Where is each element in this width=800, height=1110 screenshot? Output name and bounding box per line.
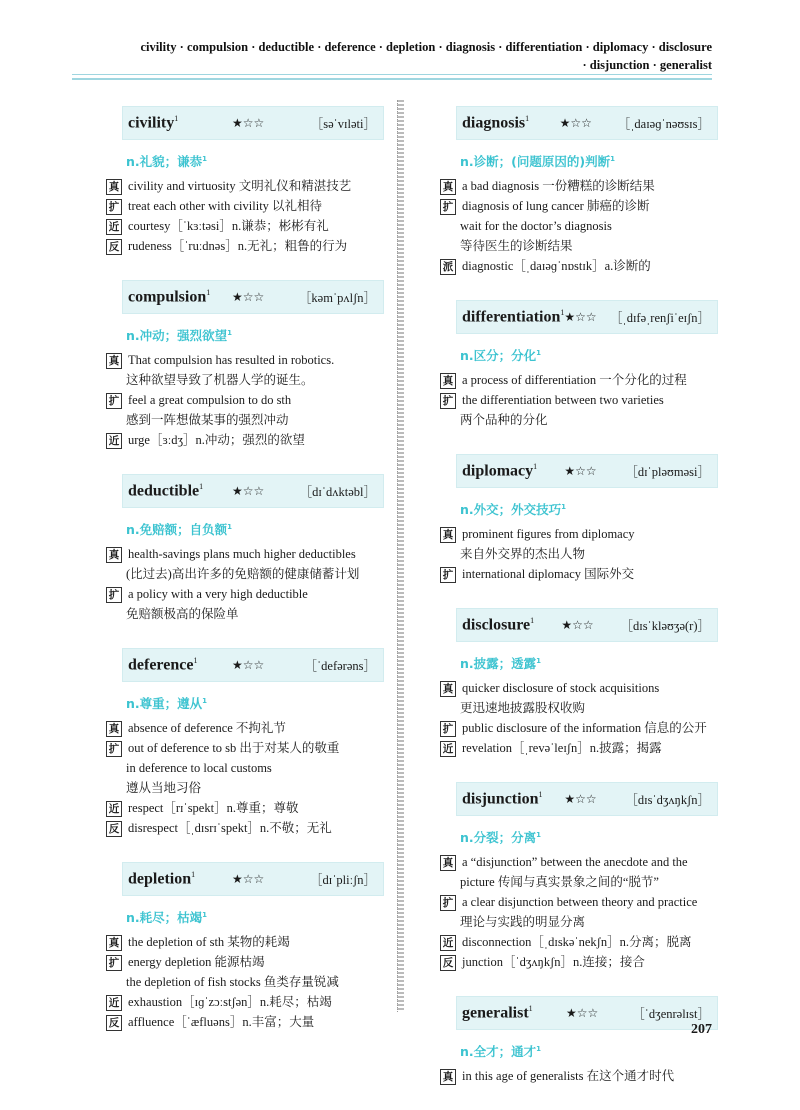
definition-text: n.耗尽；枯竭 — [126, 910, 203, 925]
example-text: a process of differentiation 一个分化的过程 — [462, 373, 687, 387]
label-tag: 真 — [440, 855, 456, 871]
column-divider — [397, 100, 404, 1012]
example-line — [106, 390, 418, 410]
example-text: treat each other with civility 以礼相待 — [128, 199, 323, 213]
label-tag: 近 — [106, 219, 122, 235]
headword-box — [118, 862, 384, 896]
entry-disclosure — [440, 608, 752, 758]
label-tag: 扩 — [440, 393, 456, 409]
example-text: prominent figures from diplomacy — [462, 527, 635, 541]
example-line — [440, 678, 752, 698]
label-tag: 近 — [106, 433, 122, 449]
example-text: exhaustion［ɪɡˈzɔːstʃən］n.耗尽；枯竭 — [128, 995, 332, 1009]
label-tag: 近 — [440, 741, 456, 757]
definition-text: n.外交；外交技巧 — [460, 502, 562, 517]
example-text: out of deference to sb 出于对某人的敬重 — [128, 741, 340, 755]
label-tag: 真 — [440, 1069, 456, 1085]
page-number: 207 — [691, 1022, 712, 1037]
label-tag: 扩 — [106, 955, 122, 971]
headword — [456, 790, 564, 808]
phonetic: ［səˈvɪləti］ — [310, 117, 376, 131]
entry-diagnosis — [440, 106, 752, 276]
frequency-stars: ★☆☆ — [564, 463, 597, 478]
example-text: courtesy［ˈkɜːtəsi］n.谦恭；彬彬有礼 — [128, 219, 329, 233]
example-line — [440, 256, 752, 276]
example-text: quicker disclosure of stock acquisitions — [462, 681, 660, 695]
example-line — [106, 718, 418, 738]
example-text: the depletion of sth 某物的耗竭 — [128, 935, 290, 949]
label-tag: 扩 — [106, 741, 122, 757]
example-text: in deference to local customs — [126, 761, 272, 775]
label-tag: 真 — [440, 179, 456, 195]
definition-sup: 1 — [536, 348, 542, 357]
example-line — [106, 196, 418, 216]
part-of-speech — [460, 1042, 752, 1060]
headword-box — [452, 782, 718, 816]
example-text: 更迅速地披露股权收购 — [460, 701, 586, 715]
label-tag: 真 — [106, 353, 122, 369]
example-text: revelation［ˌrevəˈleɪʃn］n.披露；揭露 — [462, 741, 662, 755]
frequency-stars: ★☆☆ — [232, 289, 265, 304]
headword-box — [118, 648, 384, 682]
example-line — [440, 370, 752, 390]
headword-sup: 1 — [533, 461, 538, 471]
label-tag: 反 — [106, 1015, 122, 1031]
example-line — [106, 972, 418, 992]
label-tag: 真 — [106, 935, 122, 951]
headword-box — [118, 106, 384, 140]
label-tag: 反 — [106, 239, 122, 255]
example-text: the depletion of fish stocks 鱼类存量锐减 — [126, 975, 339, 989]
entry-disjunction — [440, 782, 752, 972]
example-text: rudeness［ˈruːdnəs］n.无礼；粗鲁的行为 — [128, 239, 348, 253]
example-text: in this age of generalists 在这个通才时代 — [462, 1069, 675, 1083]
frequency-stars: ★☆☆ — [232, 871, 265, 886]
example-text: 等待医生的诊断结果 — [460, 239, 573, 253]
example-line — [106, 410, 418, 430]
example-line — [440, 738, 752, 758]
headword-box — [452, 300, 718, 334]
example-line — [106, 430, 418, 450]
example-line — [440, 390, 752, 410]
definition-sup: 1 — [536, 830, 542, 839]
example-text: 遵从当地习俗 — [126, 781, 202, 795]
headword — [122, 114, 232, 132]
headword-text: deference — [128, 656, 194, 674]
entry-deference — [106, 648, 418, 838]
entry-generalist — [440, 996, 752, 1086]
phonetic: ［dɪˈdʌktəbl］ — [299, 485, 376, 499]
example-line — [106, 176, 418, 196]
example-text: wait for the doctor’s diagnosis — [460, 219, 612, 233]
label-tag: 派 — [440, 259, 456, 275]
phonetic: ［ˈdefərəns］ — [304, 659, 376, 673]
example-text: affluence［ˈæfluəns］n.丰富；大量 — [128, 1015, 315, 1029]
headword-sup: 1 — [525, 113, 530, 123]
example-line — [106, 818, 418, 838]
example-line — [106, 604, 418, 624]
example-text: diagnostic［ˌdaɪəɡˈnɒstɪk］a.诊断的 — [462, 259, 651, 273]
definition-text: n.披露；透露 — [460, 656, 537, 671]
part-of-speech — [460, 654, 752, 672]
part-of-speech — [126, 520, 418, 538]
example-line — [106, 216, 418, 236]
definition-sup: 1 — [536, 1044, 542, 1053]
headword-text: differentiation — [462, 308, 561, 326]
label-tag: 扩 — [106, 393, 122, 409]
example-text: 来自外交界的杰出人物 — [460, 547, 586, 561]
label-tag: 扩 — [440, 895, 456, 911]
example-text: (比过去)高出许多的免赔额的健康储蓄计划 — [126, 567, 360, 581]
definition-sup: 1 — [610, 154, 615, 163]
label-tag: 反 — [106, 821, 122, 837]
example-text: energy depletion 能源枯竭 — [128, 955, 265, 969]
example-line — [440, 1066, 752, 1086]
example-text: international diplomacy 国际外交 — [462, 567, 635, 581]
definition-sup: 1 — [227, 522, 233, 531]
example-text: civility and virtuosity 文明礼仪和精湛技艺 — [128, 179, 352, 193]
label-tag: 真 — [106, 547, 122, 563]
example-line — [440, 952, 752, 972]
example-text: the differentiation between two varieties — [462, 393, 664, 407]
definition-sup: 1 — [227, 328, 233, 337]
headword-sup: 1 — [193, 655, 198, 665]
example-line — [440, 176, 752, 196]
definition-sup: 1 — [202, 154, 208, 163]
label-tag: 反 — [440, 955, 456, 971]
example-text: 理论与实践的明显分离 — [460, 915, 586, 929]
headword-sup: 1 — [199, 481, 204, 491]
example-text: respect［rɪˈspekt］n.尊重；尊敬 — [128, 801, 299, 815]
example-line — [440, 236, 752, 256]
headword-box — [452, 454, 718, 488]
headword-box — [118, 280, 384, 314]
headword — [122, 288, 232, 306]
headword-box — [118, 474, 384, 508]
example-line — [106, 778, 418, 798]
example-line — [106, 992, 418, 1012]
definition-text: n.冲动；强烈欲望 — [126, 328, 228, 343]
header-line-1: civility · compulsion · deductible · deference · depletion · diagnosis · differentiation · diplomacy · disclosure — [140, 40, 712, 54]
headword-text: disjunction — [462, 790, 539, 808]
example-text: 感到一阵想做某事的强烈冲动 — [126, 413, 289, 427]
frequency-stars: ★☆☆ — [559, 115, 592, 130]
example-line — [106, 544, 418, 564]
example-line — [106, 758, 418, 778]
headword-sup: 1 — [191, 869, 196, 879]
example-text: 免赔额极高的保险单 — [126, 607, 239, 621]
headword-text: compulsion — [128, 288, 207, 306]
example-line — [106, 350, 418, 370]
label-tag: 扩 — [440, 721, 456, 737]
headword — [122, 482, 232, 500]
label-tag: 真 — [440, 373, 456, 389]
example-line — [440, 718, 752, 738]
headword — [456, 308, 564, 326]
example-line — [106, 584, 418, 604]
headword — [122, 656, 232, 674]
part-of-speech — [126, 152, 418, 170]
headword-sup: 1 — [530, 615, 535, 625]
headword-text: diagnosis — [462, 114, 526, 132]
header-rule — [72, 74, 712, 79]
phonetic: ［ˈdʒenrəlɪst］ — [632, 1007, 710, 1021]
phonetic: ［dɪˈpliːʃn］ — [310, 873, 376, 887]
part-of-speech — [460, 500, 752, 518]
label-tag: 扩 — [440, 567, 456, 583]
label-tag: 近 — [106, 995, 122, 1011]
headword-sup: 1 — [528, 1003, 533, 1013]
label-tag: 真 — [440, 527, 456, 543]
frequency-stars: ★☆☆ — [232, 115, 265, 130]
part-of-speech — [126, 326, 418, 344]
definition-text: n.礼貌；谦恭 — [126, 154, 203, 169]
definition-text: n.诊断；(问题原因的)判断 — [460, 154, 611, 169]
phonetic: ［ˌdaɪəɡˈnəʊsɪs］ — [617, 117, 710, 131]
label-tag: 真 — [440, 681, 456, 697]
definition-sup: 1 — [536, 656, 542, 665]
frequency-stars: ★☆☆ — [566, 1005, 599, 1020]
label-tag: 扩 — [440, 199, 456, 215]
phonetic: ［kəmˈpʌlʃn］ — [298, 291, 376, 305]
definition-text: n.分裂；分离 — [460, 830, 537, 845]
example-text: diagnosis of lung cancer 肺癌的诊断 — [462, 199, 650, 213]
example-text: 两个品种的分化 — [460, 413, 548, 427]
definition-sup: 1 — [202, 696, 208, 705]
headword-text: civility — [128, 114, 175, 132]
example-text: urge［ɜːdʒ］n.冲动；强烈的欲望 — [128, 433, 305, 447]
entry-differentiation — [440, 300, 752, 430]
phonetic: ［dɪˈpləʊməsi］ — [625, 465, 710, 479]
example-line — [440, 216, 752, 236]
left-column — [106, 106, 418, 1056]
example-line — [440, 544, 752, 564]
example-line — [106, 952, 418, 972]
example-line — [106, 798, 418, 818]
example-text: absence of deference 不拘礼节 — [128, 721, 286, 735]
label-tag: 近 — [106, 801, 122, 817]
example-line — [106, 564, 418, 584]
headword-box — [452, 608, 718, 642]
headword-sup: 1 — [206, 287, 211, 297]
label-tag: 近 — [440, 935, 456, 951]
example-text: picture 传闻与真实景象之间的“脱节” — [460, 875, 659, 889]
frequency-stars: ★☆☆ — [561, 617, 594, 632]
part-of-speech — [460, 346, 752, 364]
frequency-stars: ★☆☆ — [232, 657, 265, 672]
entry-civility — [106, 106, 418, 256]
frequency-stars: ★☆☆ — [564, 791, 597, 806]
example-text: feel a great compulsion to do sth — [128, 393, 292, 407]
entry-diplomacy — [440, 454, 752, 584]
example-line — [440, 912, 752, 932]
label-tag: 真 — [106, 179, 122, 195]
example-line — [440, 932, 752, 952]
example-line — [440, 410, 752, 430]
example-line — [106, 738, 418, 758]
definition-text: n.尊重；遵从 — [126, 696, 203, 711]
example-text: public disclosure of the information 信息的公开 — [462, 721, 707, 735]
header-line-2: · disjunction · generalist — [582, 58, 712, 72]
headword-box — [452, 106, 718, 140]
example-line — [440, 524, 752, 544]
headword-text: generalist — [462, 1004, 529, 1022]
headword-box — [452, 996, 718, 1030]
example-line — [106, 932, 418, 952]
example-line — [440, 564, 752, 584]
label-tag: 真 — [106, 721, 122, 737]
example-text: disrespect［ˌdɪsrɪˈspekt］n.不敬；无礼 — [128, 821, 332, 835]
example-text: 这种欲望导致了机器人学的诞生。 — [126, 373, 314, 387]
example-text: junction［ˈdʒʌŋkʃn］n.连接；接合 — [462, 955, 645, 969]
example-text: a policy with a very high deductible — [128, 587, 308, 601]
example-text: a “disjunction” between the anecdote and the — [462, 855, 688, 869]
example-line — [440, 698, 752, 718]
example-text: That compulsion has resulted in robotics. — [128, 353, 335, 367]
example-line — [106, 1012, 418, 1032]
example-text: disconnection［ˌdɪskəˈnekʃn］n.分离；脱离 — [462, 935, 692, 949]
part-of-speech — [460, 152, 752, 170]
frequency-stars: ★☆☆ — [232, 483, 265, 498]
headword-text: depletion — [128, 870, 192, 888]
label-tag: 扩 — [106, 587, 122, 603]
frequency-stars: ★☆☆ — [564, 309, 597, 324]
headword-text: deductible — [128, 482, 200, 500]
definition-text: n.免赔额；自负额 — [126, 522, 228, 537]
example-line — [440, 196, 752, 216]
definition-text: n.区分；分化 — [460, 348, 537, 363]
right-column — [440, 106, 752, 1110]
entry-depletion — [106, 862, 418, 1032]
headword-sup: 1 — [538, 789, 543, 799]
example-text: a clear disjunction between theory and practice — [462, 895, 698, 909]
example-text: health-savings plans much higher deductibles — [128, 547, 356, 561]
example-line — [440, 872, 752, 892]
headword — [122, 870, 232, 888]
headword-text: diplomacy — [462, 462, 534, 480]
example-line — [440, 892, 752, 912]
phonetic: ［dɪsˈkləʊʒə(r)］ — [620, 619, 710, 633]
entry-compulsion — [106, 280, 418, 450]
example-line — [106, 236, 418, 256]
headword — [456, 462, 564, 480]
definition-sup: 1 — [202, 910, 208, 919]
headword-sup: 1 — [560, 307, 565, 317]
part-of-speech — [460, 828, 752, 846]
definition-sup: 1 — [561, 502, 567, 511]
headword — [456, 1004, 566, 1022]
example-line — [440, 852, 752, 872]
example-text: a bad diagnosis 一份糟糕的诊断结果 — [462, 179, 655, 193]
headword-sup: 1 — [174, 113, 179, 123]
part-of-speech — [126, 908, 418, 926]
headword — [456, 114, 560, 132]
entry-deductible — [106, 474, 418, 624]
label-tag: 扩 — [106, 199, 122, 215]
example-line — [106, 370, 418, 390]
phonetic: ［dɪsˈdʒʌŋkʃn］ — [625, 793, 710, 807]
phonetic: ［ˌdɪfəˌrenʃiˈeɪʃn］ — [610, 311, 710, 325]
headword-text: disclosure — [462, 616, 531, 634]
running-header — [140, 38, 712, 74]
headword — [456, 616, 561, 634]
part-of-speech — [126, 694, 418, 712]
definition-text: n.全才；通才 — [460, 1044, 537, 1059]
